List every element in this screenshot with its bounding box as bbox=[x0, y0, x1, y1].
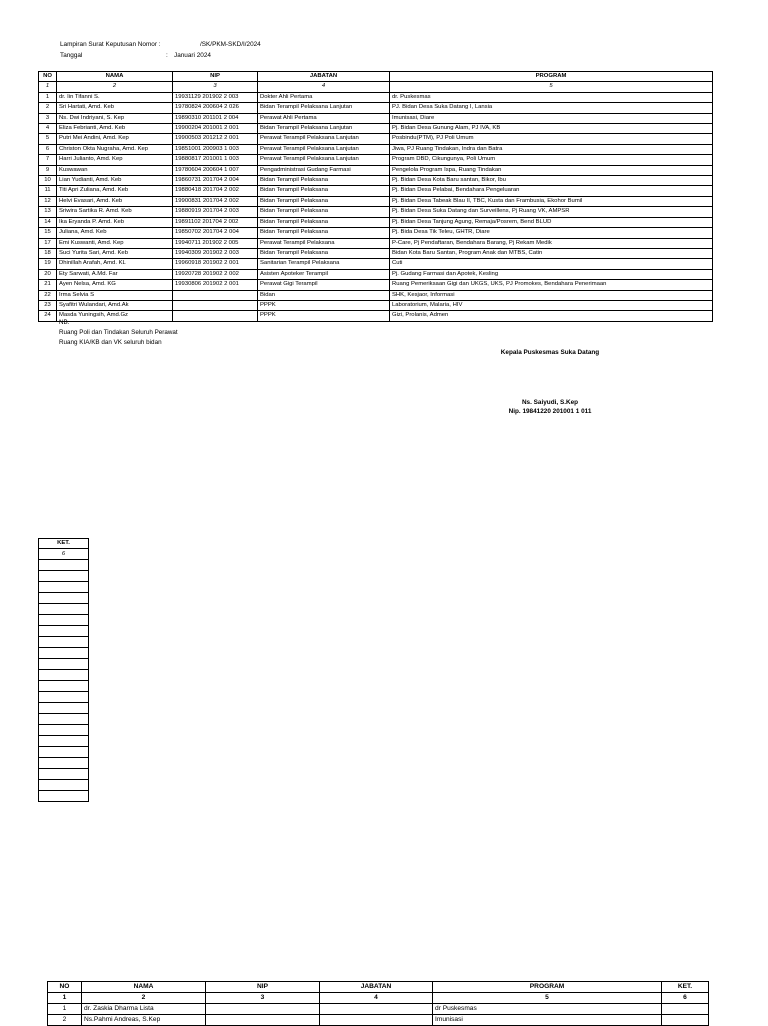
row-nip: 19960918 201902 2 001 bbox=[173, 259, 258, 269]
row-no: 10 bbox=[39, 176, 57, 186]
row-jabatan: Bidan Terampil Pelaksana bbox=[258, 228, 390, 238]
table-row bbox=[39, 207, 713, 217]
ket-row bbox=[39, 692, 89, 703]
ket-row bbox=[39, 670, 89, 681]
date-separator: : bbox=[166, 52, 168, 59]
notes-line-1: Ruang Poli dan Tindakan Seluruh Perawat bbox=[59, 329, 178, 336]
row-jabatan: Bidan Terampil Pelaksana bbox=[258, 207, 390, 217]
table-row bbox=[39, 113, 713, 123]
row-no: 11 bbox=[39, 186, 57, 196]
row-nip: 19940711 201902 2 005 bbox=[173, 238, 258, 248]
row-nip: 19890310 201101 2 004 bbox=[173, 113, 258, 123]
ket-row bbox=[39, 758, 89, 769]
ket-cell bbox=[39, 670, 89, 681]
table-row bbox=[39, 238, 713, 248]
notes-line-2: Ruang KIA/KB dan VK seluruh bidan bbox=[59, 339, 162, 346]
row-no: 5 bbox=[39, 134, 57, 144]
table-header-row bbox=[39, 72, 713, 82]
row-jabatan: Bidan Terampil Pelaksana bbox=[258, 196, 390, 206]
ket-cell bbox=[39, 703, 89, 714]
table-row bbox=[39, 144, 713, 154]
notes-nb: NB. bbox=[59, 319, 70, 326]
row-no: 1 bbox=[39, 92, 57, 102]
ket-row bbox=[39, 615, 89, 626]
row-program: Program DBD, Cikungunya, Poli Umum bbox=[390, 155, 713, 165]
row-nama: Kuswawan bbox=[57, 165, 173, 175]
decree-number: /SK/PKM-SKD/I/2024 bbox=[200, 41, 261, 48]
row-program: Pj. Bidan Desa Kota Baru santan, Bikor, Ibu bbox=[390, 176, 713, 186]
header-jabatan: JABATAN bbox=[258, 72, 390, 82]
ket-cell bbox=[39, 714, 89, 725]
row-no: 22 bbox=[39, 290, 57, 300]
ket-row bbox=[39, 736, 89, 747]
table-row bbox=[39, 280, 713, 290]
ket-cell bbox=[39, 593, 89, 604]
header-nama: NAMA bbox=[57, 72, 173, 82]
table-row bbox=[39, 155, 713, 165]
row-nama: Lian Yudianti, Amd. Keb bbox=[57, 176, 173, 186]
row-program: Pj. Gudang Farmasi dan Apotek, Kesling bbox=[390, 269, 713, 279]
row-nama: Ety Sarwati, A.Md. Far bbox=[57, 269, 173, 279]
ket-header: KET. bbox=[39, 539, 89, 549]
row-jabatan: Dokter Ahli Pertama bbox=[258, 92, 390, 102]
row-nama: Eliza Febrianti, Amd. Keb bbox=[57, 124, 173, 134]
ket-cell bbox=[39, 758, 89, 769]
ket-cell bbox=[39, 637, 89, 648]
row-jabatan: Bidan bbox=[258, 290, 390, 300]
column-number: 1 bbox=[39, 82, 57, 92]
table-row bbox=[39, 124, 713, 134]
ket-row bbox=[39, 604, 89, 615]
ket-cell bbox=[39, 648, 89, 659]
row-jabatan: Sanitarian Terampil Pelaksana bbox=[258, 259, 390, 269]
table2-number-row bbox=[48, 993, 709, 1004]
row-nip bbox=[173, 311, 258, 321]
date-value: Januari 2024 bbox=[174, 52, 211, 59]
row-jabatan: Pengadministrasi Gudang Farmasi bbox=[258, 165, 390, 175]
table-row bbox=[39, 186, 713, 196]
row-nip: 19920728 201902 2 002 bbox=[173, 269, 258, 279]
row-program: dr. Puskesmas bbox=[390, 92, 713, 102]
row-no: 20 bbox=[39, 269, 57, 279]
column-number: 4 bbox=[258, 82, 390, 92]
row-program: Pj. Bidan Desa Gunung Alam, PJ IVA, KB bbox=[390, 124, 713, 134]
ket-number-row bbox=[39, 549, 89, 560]
row-program: Laboratorium, Malaria, HIV bbox=[390, 300, 713, 310]
table2-header-ket: KET. bbox=[662, 982, 709, 993]
row-nama: Emi Kuswanti, Amd. Kep bbox=[57, 238, 173, 248]
row-nip bbox=[173, 290, 258, 300]
row-program: Pj. Bidan Desa Tanjung Agung, Remaja/Posrem, Bend BLUD bbox=[390, 217, 713, 227]
table2-column-number: 5 bbox=[433, 993, 662, 1004]
row-jabatan: PPPK bbox=[258, 311, 390, 321]
row-nama: Sriwira Sartika R. Amd. Keb bbox=[57, 207, 173, 217]
row-nama: Christon Okta Nugraha, Amd. Kep bbox=[57, 144, 173, 154]
ket-row bbox=[39, 637, 89, 648]
row-nip: 19930806 201902 2 001 bbox=[173, 280, 258, 290]
ket-cell bbox=[39, 604, 89, 615]
row-program: Posbindu(PTM), PJ Poli Umum bbox=[390, 134, 713, 144]
row-jabatan bbox=[320, 1004, 433, 1015]
header-nip: NIP bbox=[173, 72, 258, 82]
staff-table bbox=[38, 71, 713, 322]
row-jabatan: Perawat Terampil Pelaksana bbox=[258, 238, 390, 248]
ket-row bbox=[39, 593, 89, 604]
row-nip: 19880817 201001 1 003 bbox=[173, 155, 258, 165]
row-program: Pj. Bida Desa Tik Teleu, GHTR, Diare bbox=[390, 228, 713, 238]
ket-cell bbox=[39, 769, 89, 780]
row-nama: Ns. Dwi Indriyani, S. Kep bbox=[57, 113, 173, 123]
row-nip: 19900204 201001 2 001 bbox=[173, 124, 258, 134]
ket-cell bbox=[39, 560, 89, 571]
ket-cell bbox=[39, 780, 89, 791]
table-row bbox=[39, 165, 713, 175]
row-nip: 19900503 201212 2 001 bbox=[173, 134, 258, 144]
ket-table-body bbox=[39, 560, 89, 802]
table2-header-nama: NAMA bbox=[82, 982, 206, 993]
column-number: 3 bbox=[173, 82, 258, 92]
ket-row bbox=[39, 747, 89, 758]
row-program: Cuti bbox=[390, 259, 713, 269]
row-nip: 19880919 201704 2 003 bbox=[173, 207, 258, 217]
row-jabatan: Perawat Terampil Pelaksana Lanjutan bbox=[258, 134, 390, 144]
row-nama: Masda Yuningsih, Amd.Gz bbox=[57, 311, 173, 321]
row-no: 14 bbox=[39, 217, 57, 227]
ket-cell bbox=[39, 736, 89, 747]
row-jabatan: Perawat Terampil Pelaksana Lanjutan bbox=[258, 144, 390, 154]
row-jabatan: Bidan Terampil Pelaksana bbox=[258, 217, 390, 227]
row-program: Pj. Bidan Desa Tabeak Blau II, TBC, Kusta dan Frambusia, Ekohor Bumil bbox=[390, 196, 713, 206]
table2-column-number: 6 bbox=[662, 993, 709, 1004]
ket-row bbox=[39, 769, 89, 780]
row-nama: Helvi Evasari, Amd. Keb bbox=[57, 196, 173, 206]
column-number: 5 bbox=[390, 82, 713, 92]
row-nama: Ayen Nelsa, Amd. KG bbox=[57, 280, 173, 290]
table2-header-no: NO bbox=[48, 982, 82, 993]
table2-column-number: 1 bbox=[48, 993, 82, 1004]
ket-row bbox=[39, 780, 89, 791]
table-row bbox=[39, 134, 713, 144]
row-jabatan: Asisten Apoteker Terampil bbox=[258, 269, 390, 279]
row-nip: 19940309 201902 2 003 bbox=[173, 248, 258, 258]
table-row bbox=[39, 248, 713, 258]
row-jabatan: Bidan Terampil Pelaksana bbox=[258, 176, 390, 186]
row-nip: 19891102 201704 2 002 bbox=[173, 217, 258, 227]
row-program: Imunisasi, Diare bbox=[390, 113, 713, 123]
ket-row bbox=[39, 725, 89, 736]
row-no: 4 bbox=[39, 124, 57, 134]
row-nama: Juliana, Amd. Keb bbox=[57, 228, 173, 238]
signature-block bbox=[475, 349, 625, 415]
staff-table-2-body bbox=[48, 1004, 709, 1026]
row-program: dr Puskesmas bbox=[433, 1004, 662, 1015]
row-nama: Harri Julianto, Amd. Kep bbox=[57, 155, 173, 165]
table-row bbox=[39, 217, 713, 227]
table-row bbox=[39, 300, 713, 310]
column-number: 2 bbox=[57, 82, 173, 92]
staff-table-2 bbox=[47, 981, 709, 1026]
row-nip: 19931129 201902 2 003 bbox=[173, 92, 258, 102]
row-nama: Syafitri Wulandari, Amd.Ak bbox=[57, 300, 173, 310]
row-no: 21 bbox=[39, 280, 57, 290]
row-jabatan: Perawat Gigi Terampil bbox=[258, 280, 390, 290]
row-no: 24 bbox=[39, 311, 57, 321]
table-row bbox=[39, 196, 713, 206]
table-row bbox=[39, 103, 713, 113]
row-program: Pj. Bidan Desa Suka Datang dan Surveillens, Pj Ruang VK, AMPSR bbox=[390, 207, 713, 217]
ket-cell bbox=[39, 626, 89, 637]
ket-row bbox=[39, 681, 89, 692]
row-nama: Titi Apri Zuliana, Amd. Keb bbox=[57, 186, 173, 196]
table2-column-number: 4 bbox=[320, 993, 433, 1004]
ket-cell bbox=[39, 571, 89, 582]
row-nama: Irma Selvia S bbox=[57, 290, 173, 300]
signature-title: Kepala Puskesmas Suka Datang bbox=[500, 349, 600, 356]
ket-row bbox=[39, 571, 89, 582]
ket-cell bbox=[39, 681, 89, 692]
table-row bbox=[39, 176, 713, 186]
ket-cell bbox=[39, 659, 89, 670]
row-no: 1 bbox=[48, 1004, 82, 1015]
row-no: 9 bbox=[39, 165, 57, 175]
row-nama: dr. Zaskia Dharma Lista bbox=[82, 1004, 206, 1015]
row-jabatan: Bidan Terampil Pelaksana bbox=[258, 248, 390, 258]
ket-row bbox=[39, 791, 89, 802]
row-nama: Dhinillah Arafah, Amd. KL bbox=[57, 259, 173, 269]
row-program: Jiwa, PJ Ruang Tindakan, Indra dan Batra bbox=[390, 144, 713, 154]
row-nip bbox=[173, 300, 258, 310]
row-program: Pengelola Program Ispa, Ruang Tindakan bbox=[390, 165, 713, 175]
table-row bbox=[39, 259, 713, 269]
row-no: 12 bbox=[39, 196, 57, 206]
ket-cell bbox=[39, 791, 89, 802]
ket-row bbox=[39, 626, 89, 637]
row-program: Ruang Pemeriksaan Gigi dan UKGS, UKS, PJ Promokes, Bendahara Penerimaan bbox=[390, 280, 713, 290]
row-program: Bidan Kota Baru Santan, Program Anak dan MTBS, Catin bbox=[390, 248, 713, 258]
row-nama: Ika Eryanda P. Amd. Keb bbox=[57, 217, 173, 227]
ket-row bbox=[39, 648, 89, 659]
ket-row bbox=[39, 659, 89, 670]
ket-cell bbox=[39, 692, 89, 703]
row-no: 2 bbox=[48, 1015, 82, 1026]
row-no: 19 bbox=[39, 259, 57, 269]
table2-column-number: 3 bbox=[206, 993, 320, 1004]
row-no: 23 bbox=[39, 300, 57, 310]
date-label: Tanggal bbox=[60, 52, 83, 59]
row-nip: 19851001 200903 1 003 bbox=[173, 144, 258, 154]
row-jabatan: Perawat Ahli Pertama bbox=[258, 113, 390, 123]
table2-row bbox=[48, 1004, 709, 1015]
row-jabatan: Bidan Terampil Pelaksana Lanjutan bbox=[258, 103, 390, 113]
row-ket bbox=[662, 1004, 709, 1015]
row-nama: Putri Mei Andini, Amd. Kep bbox=[57, 134, 173, 144]
table2-header-program: PROGRAM bbox=[433, 982, 662, 993]
staff-table-body bbox=[39, 92, 713, 321]
ket-row bbox=[39, 703, 89, 714]
row-nip bbox=[206, 1004, 320, 1015]
table2-header-row bbox=[48, 982, 709, 993]
ket-row bbox=[39, 714, 89, 725]
row-no: 17 bbox=[39, 238, 57, 248]
row-no: 13 bbox=[39, 207, 57, 217]
table2-column-number: 2 bbox=[82, 993, 206, 1004]
row-no: 3 bbox=[39, 113, 57, 123]
ket-header-row bbox=[39, 539, 89, 549]
ket-row bbox=[39, 560, 89, 571]
row-nip: 19880418 201704 2 002 bbox=[173, 186, 258, 196]
table2-header-jabatan: JABATAN bbox=[320, 982, 433, 993]
row-jabatan: Bidan Terampil Pelaksana bbox=[258, 186, 390, 196]
row-no: 18 bbox=[39, 248, 57, 258]
row-nama: Suci Yurita Sari, Amd. Keb bbox=[57, 248, 173, 258]
row-program: P-Care, Pj Pendaftaran, Bendahara Barang, Pj Rekam Medik bbox=[390, 238, 713, 248]
row-nip: 19780824 200604 2 026 bbox=[173, 103, 258, 113]
ket-cell bbox=[39, 582, 89, 593]
table-row bbox=[39, 269, 713, 279]
notes bbox=[59, 318, 178, 348]
ket-table bbox=[38, 538, 89, 802]
header-no: NO bbox=[39, 72, 57, 82]
row-jabatan: Bidan Terampil Pelaksana Lanjutan bbox=[258, 124, 390, 134]
row-program: PJ. Bidan Desa Suka Datang I, Lansia bbox=[390, 103, 713, 113]
row-program: Pj. Bidan Desa Pelabai, Bendahara Pengeluaran bbox=[390, 186, 713, 196]
row-nama: dr. Iin Tifanni S. bbox=[57, 92, 173, 102]
ket-row bbox=[39, 582, 89, 593]
ket-number: 6 bbox=[39, 549, 89, 560]
signature-name: Ns. Saiyudi, S.Kep bbox=[521, 399, 579, 406]
row-nip: 19850702 201704 2 004 bbox=[173, 228, 258, 238]
row-no: 7 bbox=[39, 155, 57, 165]
row-nip: 19900831 201704 2 002 bbox=[173, 196, 258, 206]
table-number-row bbox=[39, 82, 713, 92]
row-no: 15 bbox=[39, 228, 57, 238]
ket-cell bbox=[39, 615, 89, 626]
row-no: 2 bbox=[39, 103, 57, 113]
ket-cell bbox=[39, 725, 89, 736]
row-program: SHK, Kesjaor, Informasi bbox=[390, 290, 713, 300]
header-program: PROGRAM bbox=[390, 72, 713, 82]
row-no: 6 bbox=[39, 144, 57, 154]
row-jabatan: Perawat Terampil Pelaksana Lanjutan bbox=[258, 155, 390, 165]
row-jabatan: PPPK bbox=[258, 300, 390, 310]
table2-header-nip: NIP bbox=[206, 982, 320, 993]
row-program: Gizi, Prolanis, Admen bbox=[390, 311, 713, 321]
table-row bbox=[39, 290, 713, 300]
row-nama: Sri Hartati, Amd. Keb bbox=[57, 103, 173, 113]
row-nip: 19860731 201704 2 004 bbox=[173, 176, 258, 186]
row-program: Imunisasi bbox=[433, 1015, 662, 1026]
ket-cell bbox=[39, 747, 89, 758]
row-nama: Ns.Pahmi Andreas, S.Kep bbox=[82, 1015, 206, 1026]
row-nip: 19780604 200604 1 007 bbox=[173, 165, 258, 175]
decree-label: Lampiran Surat Keputusan Nomor : bbox=[60, 41, 161, 48]
table-row bbox=[39, 228, 713, 238]
table-row bbox=[39, 92, 713, 102]
signature-nip: Nip. 19841220 201001 1 011 bbox=[508, 408, 592, 415]
